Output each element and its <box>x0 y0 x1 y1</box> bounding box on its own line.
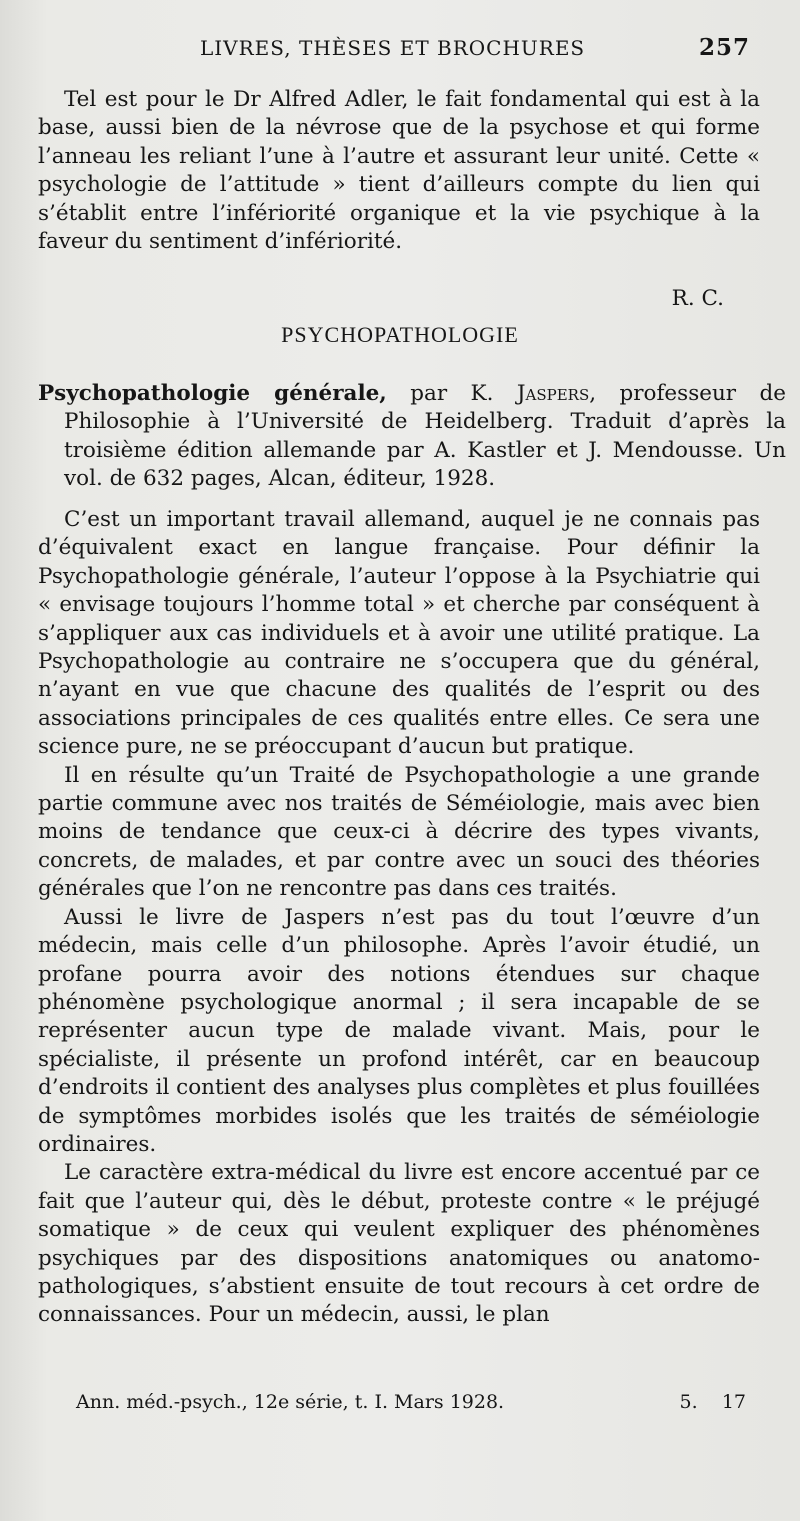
paragraph: Tel est pour le Dr Alfred Adler, le fait fondamental qui est à la base, aussi bien de la névrose que de la psychose et qui forme l’anneau les reliant l’une à l’autre et assurant leur unité. Cette « psychologie de l’attitude » tient d’ailleurs compte du lien qui s’établit entre l’infériorité organique et la vie psychique à la faveur du sentiment d’infériorité. <box>38 87 760 255</box>
page-number: 257 <box>698 34 750 61</box>
book-title: Psychopathologie générale, <box>38 381 387 406</box>
section-title: PSYCHOPATHOLOGIE <box>281 322 519 347</box>
paragraph: Il en résulte qu’un Traité de Psychopathologie a une grande partie commune avec nos traités de Séméiologie, mais avec bien moins de tendance que ceux-ci à décrire des types vivants, concrets, de malades, et par contre avec un souci des théories générales que l’on ne rencontre pas dans ces traités. <box>38 762 760 902</box>
author-name: Jaspers <box>516 381 590 406</box>
adler-paragraph <box>38 86 760 256</box>
reference-by: par K. <box>386 381 517 406</box>
reference-details: , professeur de Philosophie à l’Université de Heidelberg. Traduit d’après la troisième édition allemande par A. Kastler et J. Mendousse. Un vol. de 632 pages, Alcan, éditeur, 1928. <box>64 381 786 492</box>
paragraph: C’est un important travail allemand, auquel je ne connais pas d’équivalent exact en langue française. Pour définir la Psychopathologie générale, l’auteur l’oppose à la Psychiatrie qui « envisage toujours l’homme total » et cherche par conséquent à s’appliquer aux cas individuels et à avoir une utilité pratique. La Psychopathologie au contraire ne s’occupera que du général, n’ayant en vue que chacune des qualités de l’esprit ou des associations principales de ces qualités entre elles. Ce sera une science pure, ne se préoccupant d’aucun but pratique. <box>38 507 760 760</box>
book-reference <box>38 380 786 494</box>
running-title: LIVRES, THÈSES ET BROCHURES <box>200 36 586 60</box>
review-body <box>38 506 760 1330</box>
reviewer-initials: R. C. <box>671 286 724 311</box>
paragraph: Aussi le livre de Jaspers n’est pas du tout l’œuvre d’un médecin, mais celle d’un philosophe. Après l’avoir étudié, un profane pourra avoir des notions étendues sur chaque phénomène psychologique anormal ; il sera incapable de se représenter aucun type de malade vivant. Mais, pour le spécialiste, il présente un profond intérêt, car en beaucoup d’endroits il contient des analyses plus complètes et plus fouillées de symptômes morbides isolés que les traités de séméiologie ordinaires. <box>38 904 760 1157</box>
signature-mark: 5. 17 <box>679 1391 746 1413</box>
journal-citation: Ann. méd.-psych., 12e série, t. I. Mars 1928. <box>76 1391 505 1413</box>
paragraph: Le caractère extra-médical du livre est encore accentué par ce fait que l’auteur qui, dès le début, proteste contre « le préjugé somatique » de ceux qui veulent expliquer des phénomènes psychiques par des dispositions anatomiques ou anatomo-pathologiques, s’abstient ensuite de tout recours à cet ordre de connaissances. Pour un médecin, aussi, le plan <box>38 1160 760 1328</box>
